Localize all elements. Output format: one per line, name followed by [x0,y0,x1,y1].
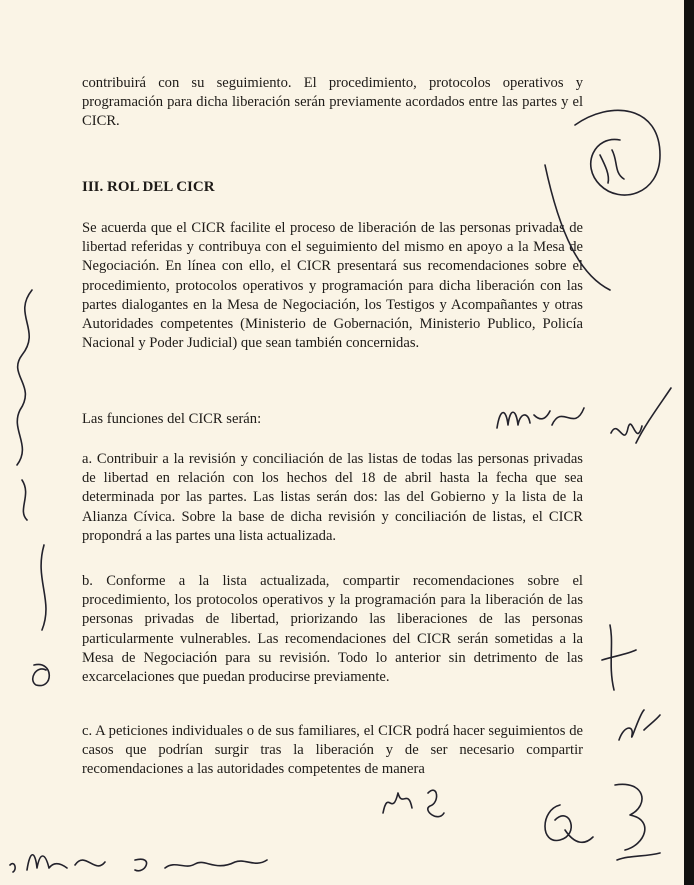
section-heading: III. ROL DEL CICR [82,179,215,195]
signature-bottom-left [5,840,275,880]
signature-right-middle [606,388,676,468]
signature-bottom-center [378,778,468,828]
signature-top-right [540,95,670,295]
signature-left-vertical-2 [24,540,64,700]
signature-bottom-right [535,775,675,875]
page-edge-shadow [684,0,694,885]
list-item-c: c. A peticiones individuales o de sus familiares, el CICR podrá hacer seguimientos de casos que podrían surgir tras la liberación y de ser necesario compartir recomendaciones a las autoridades competentes de manera [82,723,583,778]
paragraph-role: Se acuerda que el CICR facilite el proceso de liberación de las personas privadas de libertad referidas y contribuya con el seguimiento del mismo en apoyo a la Mesa de Negociación. En línea con ello, el CICR presentará sus recomendaciones sobre el procedimiento, protocolos operativos y programación para dicha liberación con las partes dialogantes en la Mesa de Negociación, los Testigos y Acompañantes y otras Autoridades competentes (Ministerio de Gobernación, Ministerio Publico, Policía Nacional y Poder Judicial) que sean también concernidas. [82,220,583,352]
paragraph-functions-intro: Las funciones del CICR serán: [82,411,262,427]
list-item-a: a. Contribuir a la revisión y conciliación de las listas de todas las personas privadas de libertad en relación con los hechos del 18 de abril hasta la fecha que sea determinada por las partes. Las listas serán dos: las del Gobierno y la lista de la Alianza Cívica. Sobre la base de dicha revisión y conciliación de listas, el CICR propondrá a las partes una lista actualizada. [82,451,583,544]
list-item-b: b. Conforme a la lista actualizada, compartir recomendaciones sobre el procedimiento, los protocolos operativos y la programación para la liberación de las personas privadas de libertad, priorizando las liberaciones de las personas particularmente vulnerables. Las recomendaciones del CICR serán sometidas a la Mesa de Negociación para su revisión. Todo lo anterior sin detrimento de las excarcelaciones que puedan producirse previamente. [82,573,583,686]
signature-right-lower [600,620,640,700]
signature-max [492,393,592,443]
signature-left-vertical-1 [2,285,52,525]
paragraph-continuation: contribuirá con su seguimiento. El procedimiento, protocolos operativos y programación para dicha liberación serán previamente acordados entre las partes y el CICR. [82,75,583,130]
signature-right-small [614,695,664,755]
